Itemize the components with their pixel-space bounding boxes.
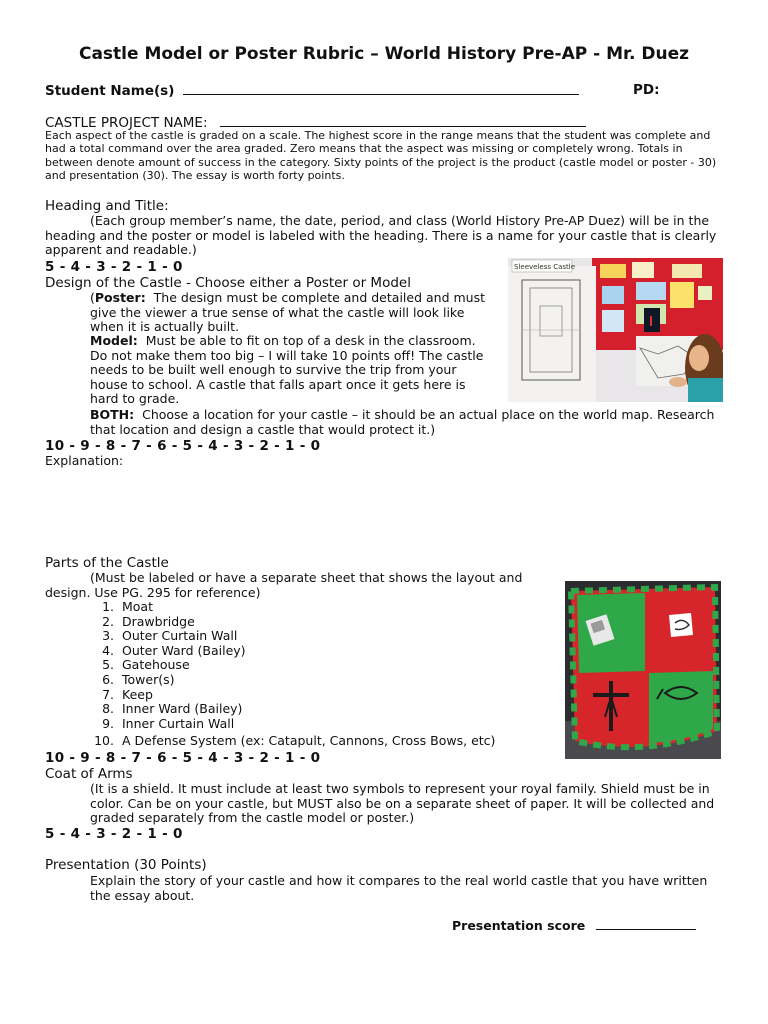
coat-of-arms-photo (565, 581, 721, 759)
presentation-score-label: Presentation score (452, 918, 586, 933)
list-item-number: 2. (102, 613, 114, 629)
list-item (90, 644, 495, 659)
castle-poster-photo (508, 258, 723, 402)
list-item-label: Inner Ward (Bailey) (122, 701, 243, 717)
parts-intro-2: design. Use PG. 295 for reference) (45, 585, 261, 600)
list-item-label: Gatehouse (122, 657, 190, 673)
list-item (90, 673, 495, 688)
presentation-score-row (452, 917, 696, 933)
presentation-text: Explain the story of your castle and how it compares to the real world castle that you have written the essay about. (90, 873, 708, 903)
list-item-number: 3. (102, 628, 114, 644)
project-name-blank[interactable] (220, 114, 586, 127)
student-name-blank[interactable] (183, 82, 579, 95)
coat-section-title: Coat of Arms (45, 766, 133, 782)
page-title: Castle Model or Poster Rubric – World History Pre-AP - Mr. Duez (78, 44, 689, 64)
both-text: Choose a location for your castle – it should be an actual place on the world map. Research that location and design a castle that would protect it.) (90, 407, 715, 437)
parts-scale: 10 - 9 - 8 - 7 - 6 - 5 - 4 - 3 - 2 - 1 - 0 (45, 750, 321, 766)
parts-intro-1: (Must be labeled or have a separate sheet that shows the layout and (90, 570, 523, 585)
list-item-label: Outer Ward (Bailey) (122, 642, 246, 658)
list-item (90, 702, 495, 717)
list-item-number: 7. (102, 686, 114, 702)
list-item-label: Inner Curtain Wall (122, 715, 235, 731)
heading-section-text: (Each group member’s name, the date, period, and class (World History Pre-AP Duez) will be in the heading and the poster or model is labeled with the heading. There is a name for your castle that is clearly apparent and readable.) (45, 213, 717, 258)
poster-label: Poster: (94, 290, 146, 305)
list-item-label: Tower(s) (122, 671, 175, 687)
list-item (90, 658, 495, 673)
list-item-number: 9. (102, 715, 114, 731)
explanation-label: Explanation: (45, 453, 124, 468)
design-both-text (90, 408, 730, 437)
coat-section-text: (It is a shield. It must include at least two symbols to represent your royal family. Shield must be in color. Can be on your castle, but MUST also be on a separate sheet of paper. It will be collected and graded separately from the castle model or poster.) (90, 781, 715, 826)
list-item (90, 734, 495, 749)
list-item-label: Moat (122, 599, 153, 614)
list-item-label: Keep (122, 686, 153, 702)
design-poster-text: (Poster: The design must be complete and detailed and must give the viewer a true sense of what the castle will look like when it is actually built. (90, 290, 485, 335)
both-label: BOTH: (90, 407, 135, 422)
list-item-number: 5. (102, 657, 114, 673)
list-item-label: Outer Curtain Wall (122, 628, 238, 644)
list-item-number: 8. (102, 701, 114, 717)
parts-section-title: Parts of the Castle (45, 555, 169, 571)
poster-text: The design must be complete and detailed and must give the viewer a true sense of what the castle will look like when it is actually built. (90, 290, 485, 335)
student-name-label: Student Name(s) (45, 83, 175, 99)
design-model-text (90, 334, 492, 407)
list-item (90, 717, 495, 732)
heading-section-title (45, 198, 169, 214)
list-item-number: 1. (102, 599, 114, 614)
heading-section-title-text: Heading and Title: (45, 198, 169, 214)
design-scale: 10 - 9 - 8 - 7 - 6 - 5 - 4 - 3 - 2 - 1 - 0 (45, 438, 321, 454)
heading-scale: 5 - 4 - 3 - 2 - 1 - 0 (45, 259, 183, 275)
list-item-number: 6. (102, 671, 114, 687)
list-item (90, 688, 495, 703)
parts-list (90, 600, 495, 749)
list-item-label: A Defense System (ex: Catapult, Cannons, Cross Bows, etc) (122, 733, 496, 749)
photo-sign-text: Sleeveless Castle (514, 263, 576, 271)
coat-scale: 5 - 4 - 3 - 2 - 1 - 0 (45, 826, 183, 842)
design-section-title: Design of the Castle - Choose either a Poster or Model (45, 275, 411, 291)
list-item (90, 615, 495, 630)
student-name-row (45, 82, 579, 99)
list-item-number: 10. (94, 733, 114, 749)
list-item-label: Drawbridge (122, 613, 195, 629)
model-text: Must be able to fit on top of a desk in the classroom. Do not make them too big – I will take 10 points off! The castle needs to be built well enough to survive the trip from your house to school. A castle that falls apart once it gets here is hard to grade. (90, 333, 484, 407)
model-label: Model: (90, 333, 138, 348)
project-name-label: CASTLE PROJECT NAME: (45, 115, 208, 131)
list-item (90, 600, 495, 615)
presentation-section-title: Presentation (30 Points) (45, 857, 207, 873)
project-intro: Each aspect of the castle is graded on a scale. The highest score in the range means that the student was complete and had a total command over the area graded. Zero means that the aspect was missing or completely wrong. Totals in between denote amount of success in the category. Sixty points of the project is the product (castle model or poster - 30) and presentation (30). The essay is worth forty points. (45, 129, 717, 183)
presentation-score-blank[interactable] (596, 917, 696, 930)
pd-label: PD: (633, 82, 660, 98)
list-item-number: 4. (102, 642, 114, 658)
list-item (90, 629, 495, 644)
